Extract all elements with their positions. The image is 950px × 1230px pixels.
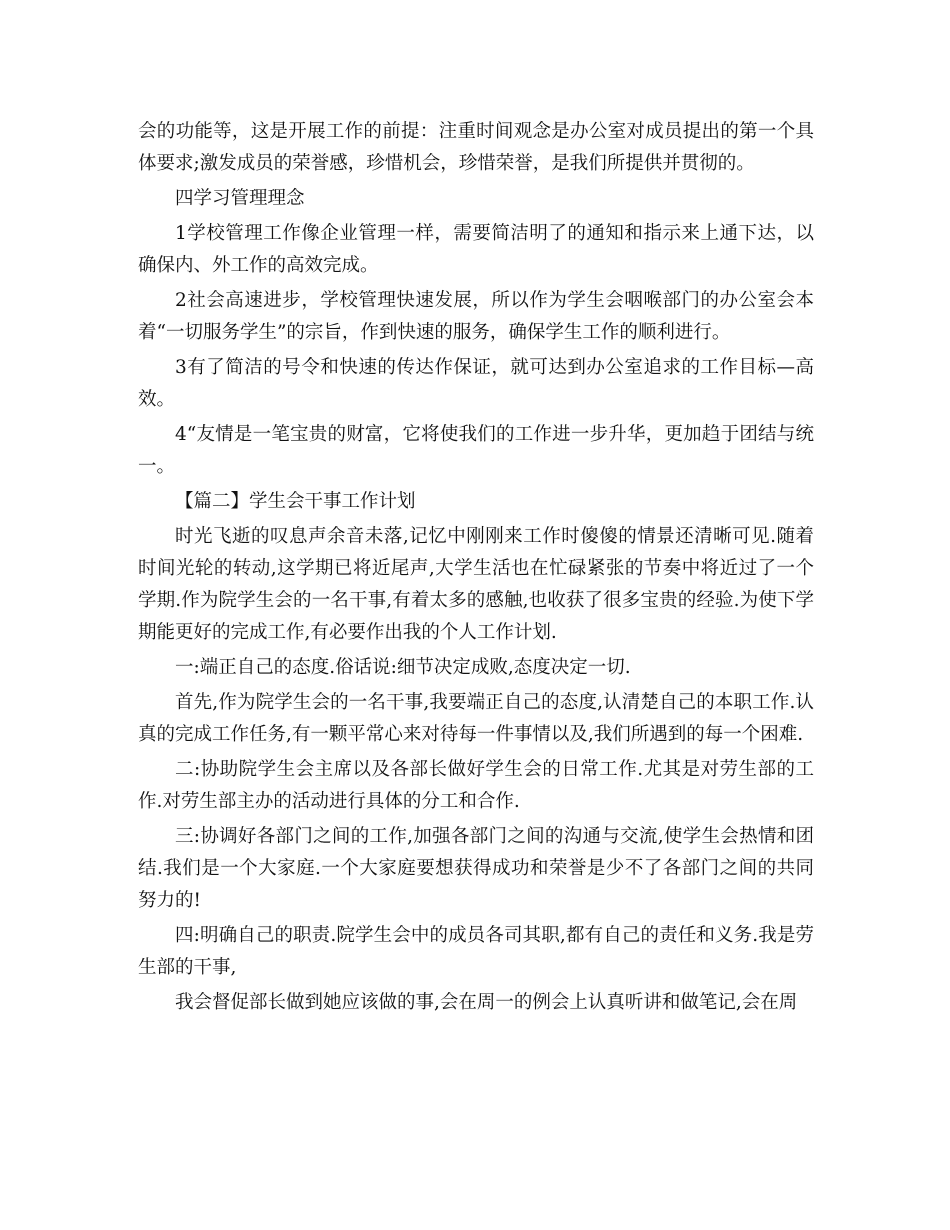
paragraph: 我会督促部长做到她应该做的事,会在周一的例会上认真听讲和做笔记,会在周	[175, 992, 798, 1013]
paragraph: 首先,作为院学生会的一名干事,我要端正自己的态度,认清楚自己的本职工作.认真的完成工作任务,有一颗平常心来对待每一件事情以及,我们所遇到的每一个困难.	[138, 692, 814, 745]
section-heading-management-concept: 四学习管理理念	[175, 188, 305, 209]
paragraph: 3有了简洁的号令和快速的传达作保证，就可达到办公室追求的工作目标—高效。	[138, 357, 814, 410]
paragraph: 二:协助院学生会主席以及各部长做好学生会的日常工作.尤其是对劳生部的工作.对劳生部主办的活动进行具体的分工和合作.	[138, 759, 814, 812]
paragraph: 三:协调好各部门之间的工作,加强各部门之间的沟通与交流,使学生会热情和团结.我们是一个大家庭.一个大家庭要想获得成功和荣誉是少不了各部门之间的共同努力的!	[138, 826, 814, 911]
paragraph: 4“友情是一笔宝贵的财富，它将使我们的工作进一步升华，更加趋于团结与统一。	[138, 424, 814, 477]
paragraph-continued: 会的功能等，这是开展工作的前提：注重时间观念是办公室对成员提出的第一个具体要求;激发成员的荣誉感，珍惜机会，珍惜荣誉，是我们所提供并贯彻的。	[138, 121, 814, 174]
section-heading-part-two: 【篇二】学生会干事工作计划	[175, 491, 416, 512]
document-body	[138, 116, 814, 1022]
paragraph: 时光飞逝的叹息声余音未落,记忆中刚刚来工作时傻傻的情景还清晰可见.随着时间光轮的转动,这学期已将近尾声,大学生活也在忙碌紧张的节奏中将近过了一个学期.作为院学生会的一名干事,有着太多的感触,也收获了很多宝贵的经验.为使下学期能更好的完成工作,有必要作出我的个人工作计划.	[138, 526, 814, 643]
paragraph: 四:明确自己的职责.院学生会中的成员各司其职,都有自己的责任和义务.我是劳生部的干事,	[138, 925, 814, 978]
paragraph: 1学校管理工作像企业管理一样，需要简洁明了的通知和指示来上通下达，以确保内、外工作的高效完成。	[138, 223, 814, 276]
paragraph: 一:端正自己的态度.俗话说:细节决定成败,态度决定一切.	[175, 657, 631, 678]
paragraph: 2社会高速进步，学校管理快速发展，所以作为学生会咽喉部门的办公室会本着“一切服务学生”的宗旨，作到快速的服务，确保学生工作的顺利进行。	[138, 290, 814, 343]
